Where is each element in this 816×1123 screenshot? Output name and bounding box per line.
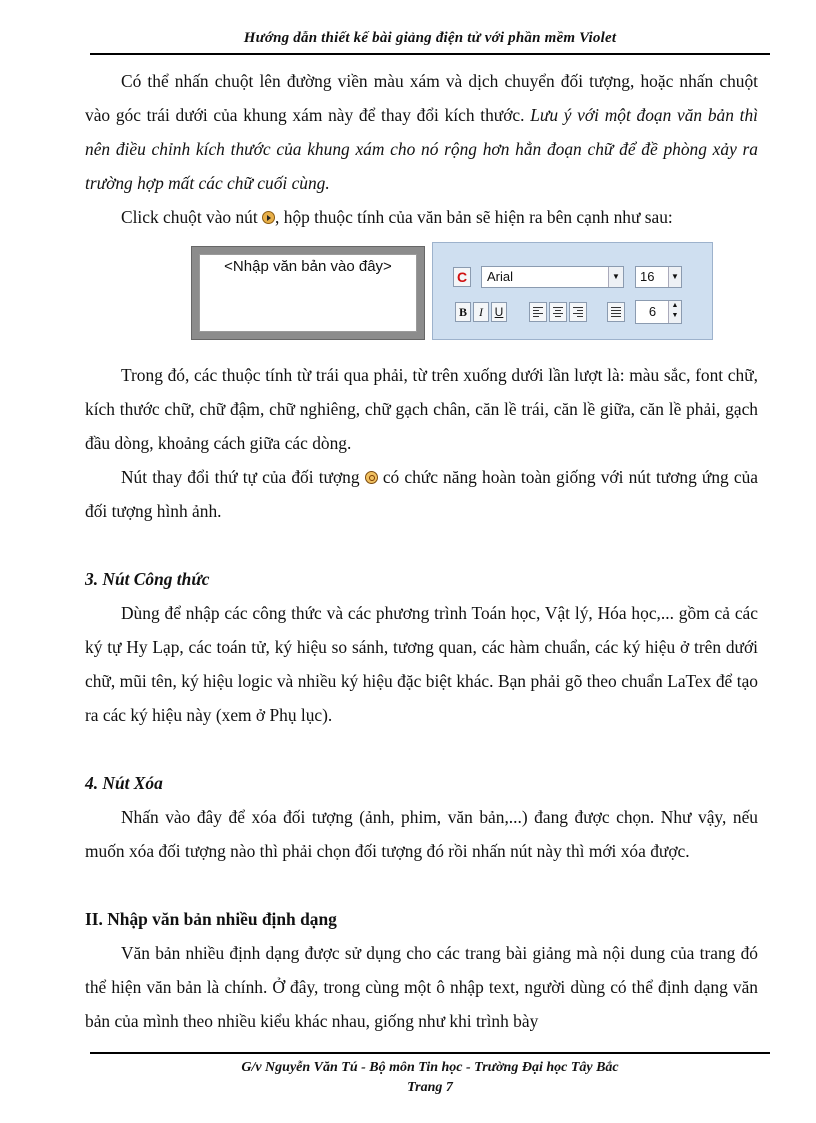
paragraph: Trong đó, các thuộc tính từ trái qua phải, từ trên xuống dưới lần lượt là: màu sắc, font chữ, kích thước chữ, chữ đậm, chữ nghiêng, chữ gạch chân, căn lề trái, căn lề giữa, căn lề phải, gạch đầu dòng, khoảng cách giữa các dòng. <box>85 365 758 453</box>
chapter-heading: II. Nhập văn bản nhiều định dạng <box>85 909 337 929</box>
spacer <box>85 868 758 902</box>
paragraph <box>85 64 758 200</box>
footer-author: G/v Nguyễn Văn Tú - Bộ môn Tin học - Trường Đại học Tây Bắc <box>241 1060 619 1075</box>
paragraph-text: Click chuột vào nút <box>121 207 263 227</box>
bullet-list-icon <box>611 307 621 317</box>
section-heading-delete: 4. Nút Xóa <box>85 773 163 793</box>
paragraph-text: có chức năng hoàn toàn giống với nút tương ứng của đối tượng hình ảnh. <box>85 467 758 521</box>
document-body <box>85 64 758 1038</box>
line-spacing-value: 6 <box>648 304 657 319</box>
spacer <box>85 732 758 766</box>
font-size-value: 16 <box>640 269 655 284</box>
paragraph: Dùng để nhập các công thức và các phương trình Toán học, Vật lý, Hóa học,... gồm cả các ký tự Hy Lạp, các toán tử, ký hiệu so sánh, tương quan, các hàm chuẩn, các ký hiệu ở trên dưới chữ, mũi tên, ký hiệu logic và nhiều ký hiệu đặc biệt khác. Bạn phải gõ theo chuẩn LaTex để tạo ra các ký hiệu này (xem ở Phụ lục). <box>85 603 758 725</box>
align-right-button[interactable] <box>569 302 587 322</box>
note-text: Lưu ý với một đoạn văn bản thì nên điều chỉnh kích thước của khung xám cho nó rộng hơn hẳn đoạn chữ để đề phòng xảy ra trường hợp mất các chữ cuối cùng. <box>85 105 758 193</box>
paragraph <box>85 200 758 234</box>
color-button[interactable]: C <box>453 267 471 287</box>
header-rule <box>90 53 770 55</box>
footer-rule <box>90 1052 770 1054</box>
text-frame <box>191 246 425 340</box>
paragraph-text: Nút thay đổi thứ tự của đối tượng <box>121 467 365 487</box>
align-left-button[interactable] <box>529 302 547 322</box>
page-footer <box>90 1058 770 1098</box>
text-properties-figure <box>85 234 758 358</box>
stepper-arrows-icon[interactable]: ▲ ▼ <box>668 301 681 323</box>
page-header: Hướng dẫn thiết kế bài giảng điện tử với phần mềm Violet <box>243 30 617 46</box>
chevron-down-icon: ▼ <box>668 267 681 287</box>
align-right-icon <box>573 307 583 317</box>
italic-button[interactable]: I <box>473 302 489 322</box>
font-size-select[interactable] <box>635 266 682 288</box>
paragraph: Nhấn vào đây để xóa đối tượng (ảnh, phim, văn bản,...) đang được chọn. Như vậy, nếu muốn xóa đối tượng nào thì phải chọn đối tượng đó rồi nhấn nút này thì mới xóa được. <box>85 807 758 861</box>
paragraph: Văn bản nhiều định dạng được sử dụng cho các trang bài giảng mà nội dung của trang đó thể hiện văn bản là chính. Ở đây, trong cùng một ô nhập text, người dùng có thể định dạng văn bản của mình theo nhiều kiểu khác nhau, giống như khi trình bày <box>85 943 758 1031</box>
page-number: Trang 7 <box>407 1080 453 1095</box>
text-input-area[interactable]: <Nhập văn bản vào đây> <box>199 254 417 332</box>
underline-button[interactable]: U <box>491 302 507 322</box>
chevron-down-icon: ▼ <box>608 267 623 287</box>
paragraph-text: , hộp thuộc tính của văn bản sẽ hiện ra bên cạnh như sau: <box>275 207 673 227</box>
spacer <box>85 528 758 562</box>
align-left-icon <box>533 307 543 317</box>
paragraph-text: Có thể nhấn chuột lên đường viền màu xám và dịch chuyển đối tượng, hoặc nhấn chuột vào góc trái dưới của khung xám này để thay đổi kích thước. <box>85 71 758 125</box>
line-spacing-stepper[interactable] <box>635 300 682 324</box>
properties-icon <box>262 211 275 224</box>
text-properties-panel <box>432 242 713 340</box>
font-value: Arial <box>487 269 514 284</box>
align-center-icon <box>553 307 563 317</box>
section-heading-formula: 3. Nút Công thức <box>85 569 210 589</box>
bullet-button[interactable] <box>607 302 625 322</box>
align-center-button[interactable] <box>549 302 567 322</box>
order-icon <box>365 471 378 484</box>
font-select[interactable] <box>481 266 624 288</box>
paragraph <box>85 460 758 528</box>
bold-button[interactable]: B <box>455 302 471 322</box>
